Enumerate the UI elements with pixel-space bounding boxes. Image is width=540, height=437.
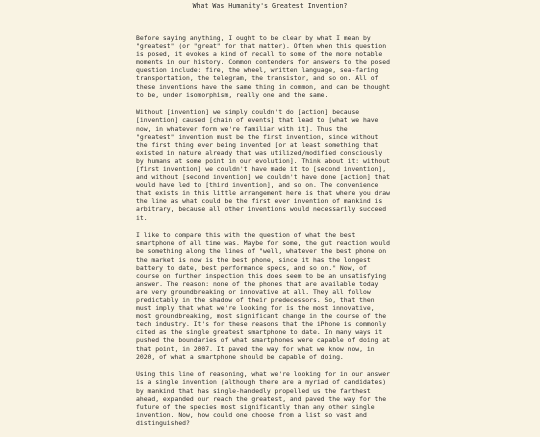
document-body: [136, 34, 406, 437]
paragraph-4: Using this line of reasoning, what we're looking for in our answer is a single invention (although there are a myriad of candidates) by mankind that has single-handedly propelled us the farthest ahead, expanded our reach the greatest, and paved the way for the future of the species most significantly than any other single invention. Now, how could one choose from a list so vast and distinguished?: [136, 370, 390, 427]
paragraph-2: Without [invention] we simply couldn't do [action] because [invention] caused [chain of events] that lead to [what we have now, in whatever form we're familiar with it]. Thus the "greatest" invention must be the first invention, since without the first thing ever being invented [or at least something that existed in nature already that was utilized/modified consciously by humans at some point in our evolution]. Think about it: without [first invention] we couldn't have made it to [second invention], and without [second invention] we couldn't have done [action] that would have led to [third invention], and so on. The convenience that exists in this little arrangement here is that where you draw the line as what could be the first ever invention of mankind is arbitrary, because all other inventions would necessarily succeed it.: [136, 108, 390, 222]
document-title: What Was Humanity's Greatest Invention?: [192, 2, 348, 10]
paragraph-3: I like to compare this with the question of what the best smartphone of all time was. Maybe for some, the gut reaction would be something along the lines of "well, whatever the best phone on the market is now is the best phone, since it has the longest battery to date, best performance specs, and so on." Now, of course on further inspection this does seem to be an unsatisfying answer. The reason: none of the phones that are available today are very groundbreaking or innovative at all. They all follow predictably in the shadow of their predecessors. So, that then must imply that what we're looking for is the most innovative, most groundbreaking, most significant change in the course of the tech industry. It's for these reasons that the iPhone is commonly cited as the single greatest smartphone to date. In many ways it pushed the boundaries of what smartphones were capable of doing at that point, in 2007. It paved the way for what we know now, in 2020, of what a smartphone should be capable of doing.: [136, 231, 390, 361]
paragraph-1: Before saying anything, I ought to be clear by what I mean by "greatest" (or "great" for that matter). Often when this question is posed, it evokes a kind of recall to some of the more notable moments in our history. Common contenders for answers to the posed question include: fire, the wheel, written language, sea-faring transportation, the telegram, the transistor, and so on. All of these inventions have the same thing in common, and can be thought to be, under isomorphism, really one and the same.: [136, 34, 390, 99]
